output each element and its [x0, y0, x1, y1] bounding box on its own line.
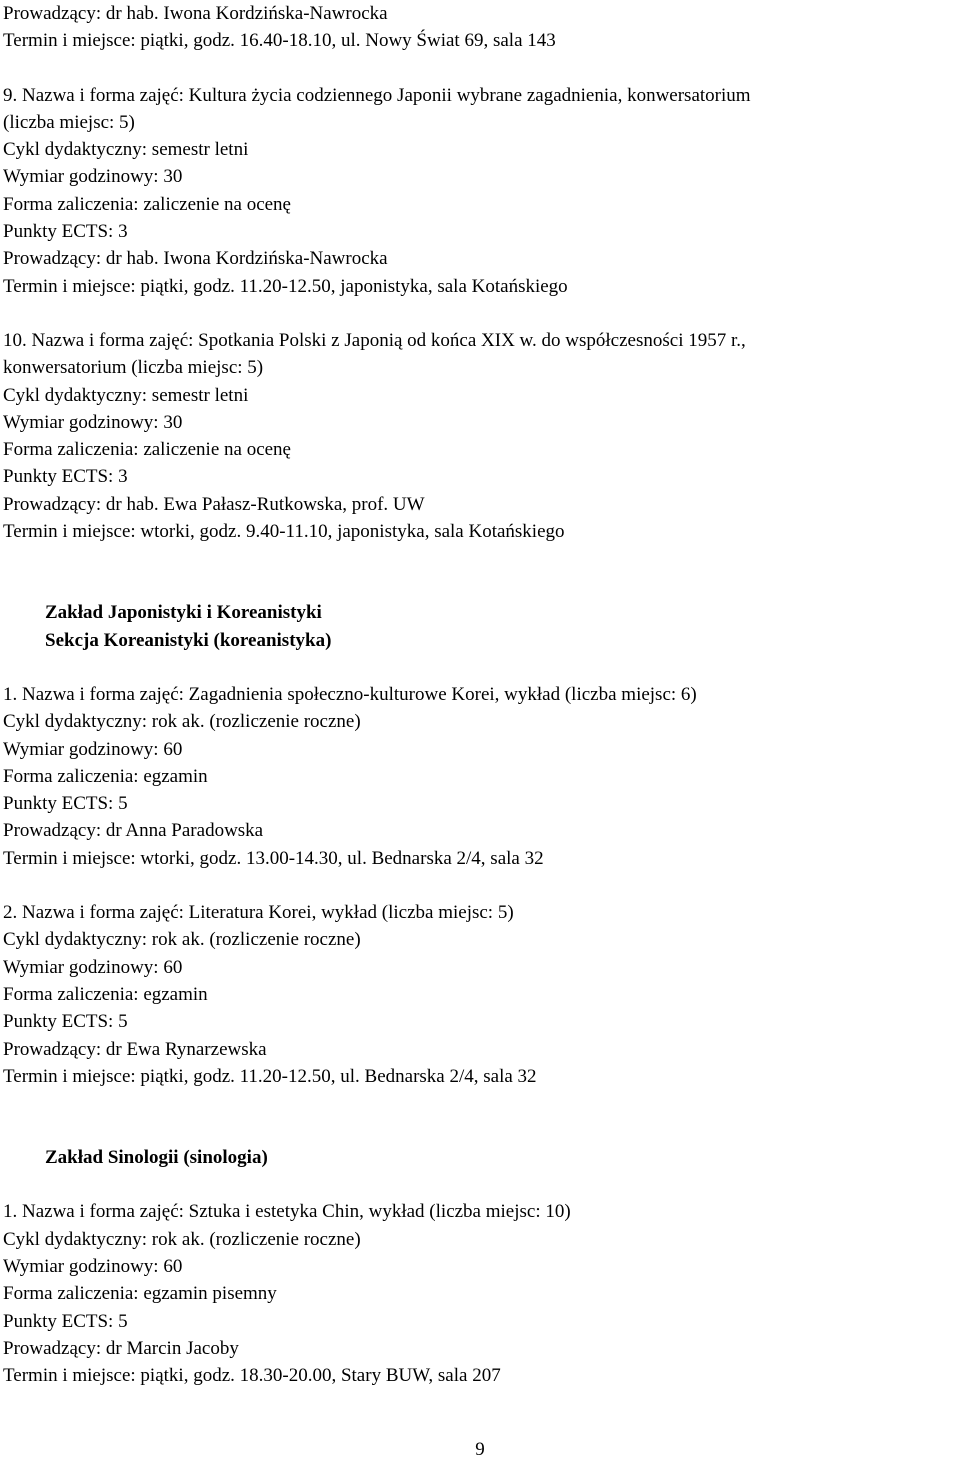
course-cycle: Cykl dydaktyczny: rok ak. (rozliczenie roczne) — [3, 1228, 361, 1250]
course-lecturer: Prowadzący: dr Marcin Jacoby — [3, 1337, 239, 1359]
spacer — [3, 654, 958, 681]
course-entry — [3, 1198, 958, 1389]
course-term: Termin i miejsce: piątki, godz. 18.30-20.00, Stary BUW, sala 207 — [3, 1365, 501, 1387]
course-assessment: Forma zaliczenia: egzamin — [3, 765, 208, 787]
course-assessment: Forma zaliczenia: zaliczenie na ocenę — [3, 193, 291, 215]
course-lecturer: Prowadzący: dr hab. Iwona Kordzińska-Nawrocka — [3, 3, 388, 24]
course-name: 10. Nazwa i forma zajęć: Spotkania Polski z Japonią od końca XIX w. do współczesności 1957 r., — [3, 329, 746, 351]
course-name-continued: konwersatorium (liczba miejsc: 5) — [3, 357, 264, 379]
course-entry — [3, 681, 958, 872]
course-term: Termin i miejsce: wtorki, godz. 13.00-14.30, ul. Bednarska 2/4, sala 32 — [3, 847, 544, 869]
spacer — [3, 55, 958, 82]
course-ects: Punkty ECTS: 5 — [3, 1011, 128, 1033]
course-assessment: Forma zaliczenia: egzamin — [3, 983, 208, 1005]
course-name: 1. Nazwa i forma zajęć: Zagadnienia społeczno-kulturowe Korei, wykład (liczba miejsc: 6) — [3, 683, 697, 705]
course-lecturer: Prowadzący: dr hab. Ewa Pałasz-Rutkowska, prof. UW — [3, 493, 425, 515]
course-name: 9. Nazwa i forma zajęć: Kultura życia codziennego Japonii wybrane zagadnienia, konwersatorium — [3, 84, 751, 106]
course-name-continued: (liczba miejsc: 5) — [3, 111, 135, 133]
course-assessment: Forma zaliczenia: egzamin pisemny — [3, 1283, 277, 1305]
course-hours: Wymiar godzinowy: 60 — [3, 956, 183, 978]
spacer — [3, 1117, 958, 1144]
page-number: 9 — [475, 1439, 485, 1460]
course-name: 2. Nazwa i forma zajęć: Literatura Korei, wykład (liczba miejsc: 5) — [3, 902, 514, 924]
course-hours: Wymiar godzinowy: 60 — [3, 1255, 183, 1277]
course-cycle: Cykl dydaktyczny: rok ak. (rozliczenie roczne) — [3, 929, 361, 951]
course-ects: Punkty ECTS: 5 — [3, 793, 128, 815]
course-hours: Wymiar godzinowy: 60 — [3, 738, 183, 760]
course-term: Termin i miejsce: piątki, godz. 11.20-12.50, japonistyka, sala Kotańskiego — [3, 275, 568, 297]
spacer — [3, 1090, 958, 1117]
course-ects: Punkty ECTS: 3 — [3, 221, 128, 243]
course-cycle: Cykl dydaktyczny: rok ak. (rozliczenie roczne) — [3, 711, 361, 733]
spacer — [3, 572, 958, 599]
course-lecturer: Prowadzący: dr Ewa Rynarzewska — [3, 1038, 267, 1060]
section-heading: Zakład Japonistyki i Koreanistyki — [45, 602, 322, 624]
spacer — [3, 300, 958, 327]
course-cycle: Cykl dydaktyczny: semestr letni — [3, 384, 249, 406]
course-entry — [3, 82, 958, 300]
spacer — [3, 872, 958, 899]
spacer — [3, 1171, 958, 1198]
course-ects: Punkty ECTS: 5 — [3, 1310, 128, 1332]
document-page — [3, 0, 958, 1389]
course-lecturer: Prowadzący: dr Anna Paradowska — [3, 820, 264, 842]
course-lecturer: Prowadzący: dr hab. Iwona Kordzińska-Nawrocka — [3, 248, 388, 270]
section-subheading: Sekcja Koreanistyki (koreanistyka) — [45, 629, 332, 651]
course-entry — [3, 899, 958, 1090]
course-term: Termin i miejsce: piątki, godz. 16.40-18.10, ul. Nowy Świat 69, sala 143 — [3, 30, 556, 52]
course-hours: Wymiar godzinowy: 30 — [3, 411, 183, 433]
section-heading: Zakład Sinologii (sinologia) — [45, 1147, 268, 1169]
course-cycle: Cykl dydaktyczny: semestr letni — [3, 139, 249, 161]
course-term: Termin i miejsce: piątki, godz. 11.20-12.50, ul. Bednarska 2/4, sala 32 — [3, 1065, 537, 1087]
course-entry — [3, 327, 958, 545]
spacer — [3, 545, 958, 572]
course-term: Termin i miejsce: wtorki, godz. 9.40-11.10, japonistyka, sala Kotańskiego — [3, 521, 565, 543]
course-ects: Punkty ECTS: 3 — [3, 466, 128, 488]
course-assessment: Forma zaliczenia: zaliczenie na ocenę — [3, 439, 291, 461]
course-hours: Wymiar godzinowy: 30 — [3, 166, 183, 188]
course-name: 1. Nazwa i forma zajęć: Sztuka i estetyka Chin, wykład (liczba miejsc: 10) — [3, 1201, 571, 1223]
